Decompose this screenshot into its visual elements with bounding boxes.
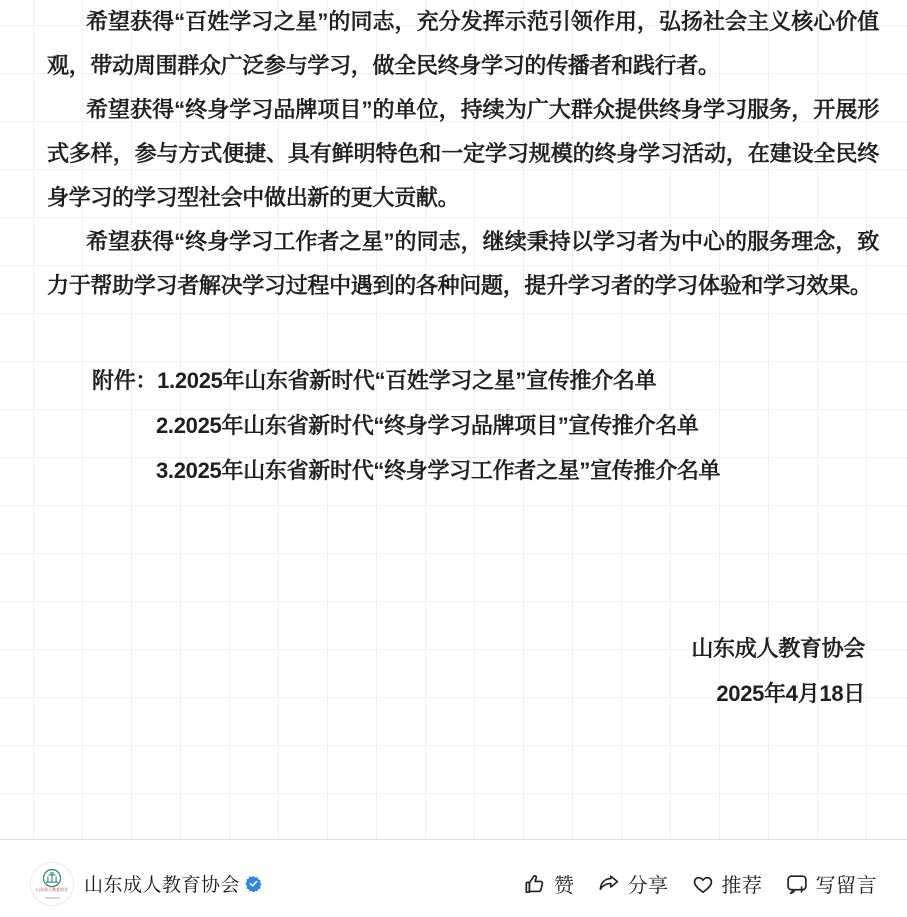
thumbs-up-icon xyxy=(522,871,548,897)
article-footer-bar xyxy=(0,840,907,917)
paragraph: 希望获得“终身学习工作者之星”的同志，继续秉持以学习者为中心的服务理念，致力于帮助学习者解决学习过程中遇到的各种问题，提升学习者的学习体验和学习效果。 xyxy=(47,229,879,298)
attachment-item: 2.2025年山东省新时代“终身学习品牌项目”宣传推介名单 xyxy=(156,413,699,438)
write-comment-button[interactable] xyxy=(784,869,878,898)
recommend-label: 推荐 xyxy=(721,875,763,897)
signature-org: 山东成人教育协会 xyxy=(691,636,865,661)
account-avatar[interactable] xyxy=(30,862,74,906)
recommend-button[interactable] xyxy=(690,869,763,898)
signature-date: 2025年4月18日 xyxy=(716,681,865,706)
share-button[interactable] xyxy=(596,869,669,898)
attachment-item xyxy=(47,358,879,403)
share-label: 分享 xyxy=(627,875,669,897)
write-comment-label: 写留言 xyxy=(815,875,877,897)
association-emblem-icon xyxy=(40,868,64,890)
verified-badge-icon xyxy=(245,875,262,892)
attachments-label: 附件： xyxy=(92,368,158,393)
like-label: 赞 xyxy=(554,875,575,897)
avatar-caption: 山东成人教育协会 xyxy=(36,887,68,893)
attachment-item: 3.2025年山东省新时代“终身学习工作者之星”宣传推介名单 xyxy=(156,458,721,483)
paragraph: 希望获得“终身学习品牌项目”的单位，持续为广大群众提供终身学习服务，开展形式多样，参与方式便捷、具有鲜明特色和一定学习规模的终身学习活动，在建设全民终身学习的学习型社会中做出新的更大贡献。 xyxy=(47,97,879,210)
footer-actions xyxy=(522,869,877,898)
account-name[interactable]: 山东成人教育协会 xyxy=(84,875,241,896)
heart-icon xyxy=(690,871,716,897)
avatar-subline xyxy=(45,897,60,899)
signature-block xyxy=(47,626,879,716)
comment-plus-icon xyxy=(784,871,810,897)
attachment-item-text: 1.2025年山东省新时代“百姓学习之星”宣传推介名单 xyxy=(157,368,657,393)
paragraph: 希望获得“百姓学习之星”的同志，充分发挥示范引领作用，弘扬社会主义核心价值观，带动周围群众广泛参与学习，做全民终身学习的传播者和践行者。 xyxy=(47,9,879,78)
share-arrow-icon xyxy=(596,871,622,897)
like-button[interactable] xyxy=(522,869,575,898)
account-profile[interactable] xyxy=(30,862,262,906)
attachments-list xyxy=(47,358,879,493)
